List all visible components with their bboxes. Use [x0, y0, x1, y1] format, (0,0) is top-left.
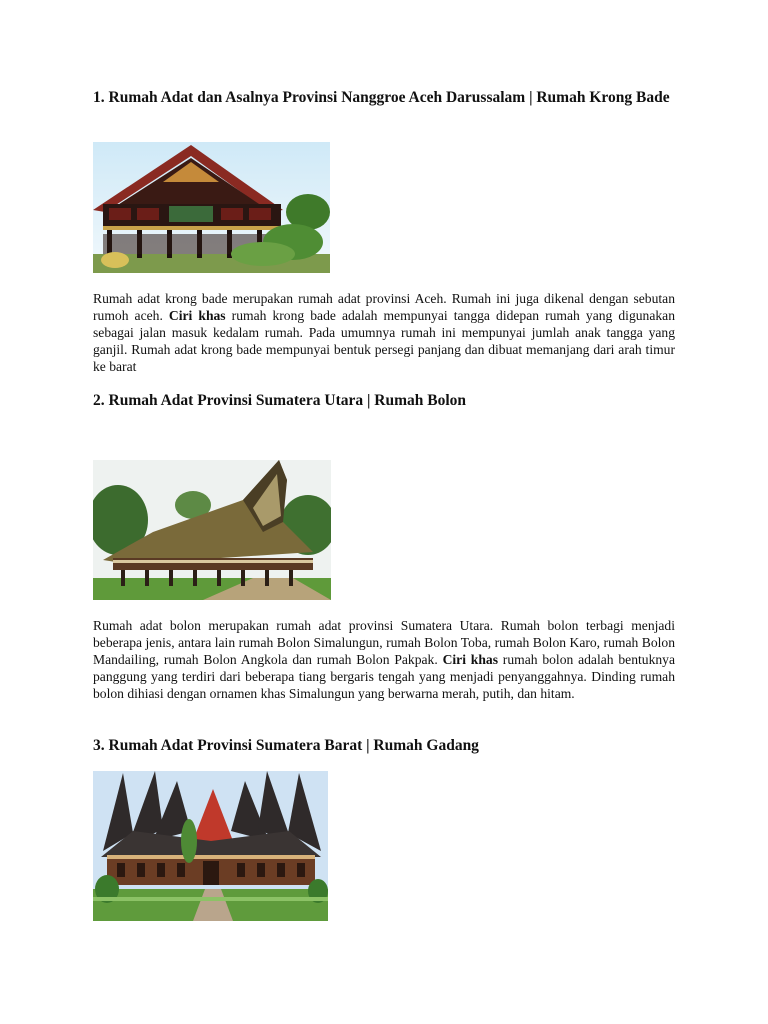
para-2-bold: Ciri khas — [442, 652, 498, 667]
section-1-paragraph — [93, 290, 675, 375]
para-2-text-a: Rumah adat bolon merupakan rumah adat provinsi Sumatera Utara. Rumah bolon terbagi menjadi beberapa jenis, antara lain rumah Bolon Simalungun, rumah Bolon Toba, rumah Bolon Karo, rumah Bolon Mandailing, rumah Bolon Angkola dan rumah Bolon Pakpak. — [93, 618, 675, 667]
section-3-heading: 3. Rumah Adat Provinsi Sumatera Barat | Rumah Gadang — [93, 737, 479, 754]
section-1-heading: 1. Rumah Adat dan Asalnya Provinsi Nanggroe Aceh Darussalam | Rumah Krong Bade — [93, 89, 670, 106]
section-2-heading: 2. Rumah Adat Provinsi Sumatera Utara | Rumah Bolon — [93, 392, 467, 409]
section-2-paragraph — [93, 617, 675, 702]
bolon-photo — [93, 460, 331, 600]
para-2-text-b: rumah bolon adalah bentuknya panggung yang terdiri dari beberapa tiang bergaris tengah yang menjadi penyanggahnya. Dinding rumah bolon dihiasi dengan ornamen khas Simalungun yang berwarna merah, putih, dan hitam. — [93, 652, 675, 701]
para-1-text-b: rumah krong bade adalah mempunyai tangga didepan rumah yang digunakan sebagai jalan masuk kedalam rumah. Pada umumnya rumah ini mempunyai jumlah anak tangga yang ganjil. Rumah adat krong bade mempunyai bentuk persegi panjang dan dibuat memanjang dari arah timur ke barat — [93, 308, 676, 374]
gadang-photo — [93, 771, 328, 921]
para-1-text-a: Rumah adat krong bade merupakan rumah adat provinsi Aceh. Rumah ini juga dikenal dengan sebutan rumoh aceh. — [93, 291, 675, 323]
para-1-bold: Ciri khas — [168, 308, 226, 323]
krong-bade-photo — [93, 142, 330, 273]
